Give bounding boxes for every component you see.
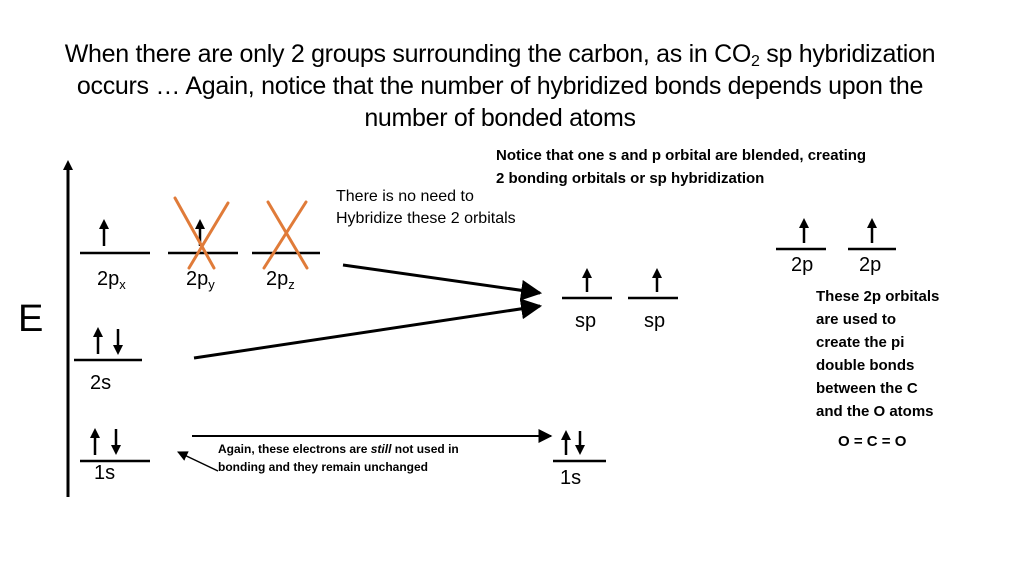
orbital-label-2px-base: 2p [97,268,120,290]
orbital-label-2s: 2s [90,372,112,394]
no-hybrid-note-line-2: Hybridize these 2 orbitals [336,210,516,227]
title-subscript: 2 [751,53,760,70]
orbital-label-2py-sub: y [208,277,215,292]
orbital-label-2py-base: 2p [186,268,209,290]
electron-up-arrow [99,219,109,246]
orbital-label-2p-right-b: 2p [859,254,882,276]
orbital-label-2pz-base: 2p [266,268,289,290]
electron-up-arrow [582,268,592,292]
unchanged-note-pre: Again, these electrons are [218,442,371,456]
orbital-label-sp-b: sp [644,310,666,332]
energy-axis-label: E [18,298,44,340]
orbital-label-1s: 1s [94,462,116,484]
orbital-label-2pz-sub: z [288,277,295,292]
co2-formula: O = C = O [838,433,907,450]
electron-down-arrow [111,429,121,455]
blend-note-line-1: Notice that one s and p orbital are blended, creating [496,147,867,164]
orbital-label-2p-right-a: 2p [791,254,814,276]
arrow-2p-to-sp [343,265,540,293]
title-text-continued: sp hybridization occurs … Again, notice that the number of hybridized bonds depends upon the number of bonded atoms [76,40,936,132]
energy-axis-arrowhead [63,160,73,170]
pi-note-line-3: create the pi [816,334,905,351]
pi-note-line-1: These 2p orbitals [816,288,940,305]
orbital-label-2px-sub: x [119,277,126,292]
unchanged-note-post: not used in [391,442,459,456]
electron-down-arrow [575,431,585,455]
electron-up-arrow [90,428,100,455]
electron-down-arrow [113,329,123,355]
pi-note-line-4: double bonds [816,357,915,374]
electron-up-arrow [867,218,877,243]
arrow-note-to-1s [178,452,218,471]
arrow-2s-to-sp [194,306,540,358]
no-hybrid-note-line-1: There is no need to [336,188,474,205]
unchanged-note-emphasis: still [370,442,392,456]
cross-out-2py [175,198,228,268]
blend-note-line-2: 2 bonding orbitals or sp hybridization [496,170,765,187]
pi-note-line-6: and the O atoms [816,403,934,420]
electron-up-arrow [799,218,809,243]
pi-note-line-5: between the C [816,380,918,397]
electron-up-arrow [652,268,662,292]
cross-out-2pz [264,202,307,268]
unchanged-note-line-2: bonding and they remain unchanged [218,460,429,474]
orbital-label-sp-a: sp [575,310,597,332]
title-text: When there are only 2 groups surrounding the carbon, as in CO [64,40,752,68]
electron-up-arrow [561,430,571,455]
electron-up-arrow [93,327,103,354]
pi-note-line-2: are used to [816,311,897,328]
orbital-label-1s-right: 1s [560,467,582,489]
